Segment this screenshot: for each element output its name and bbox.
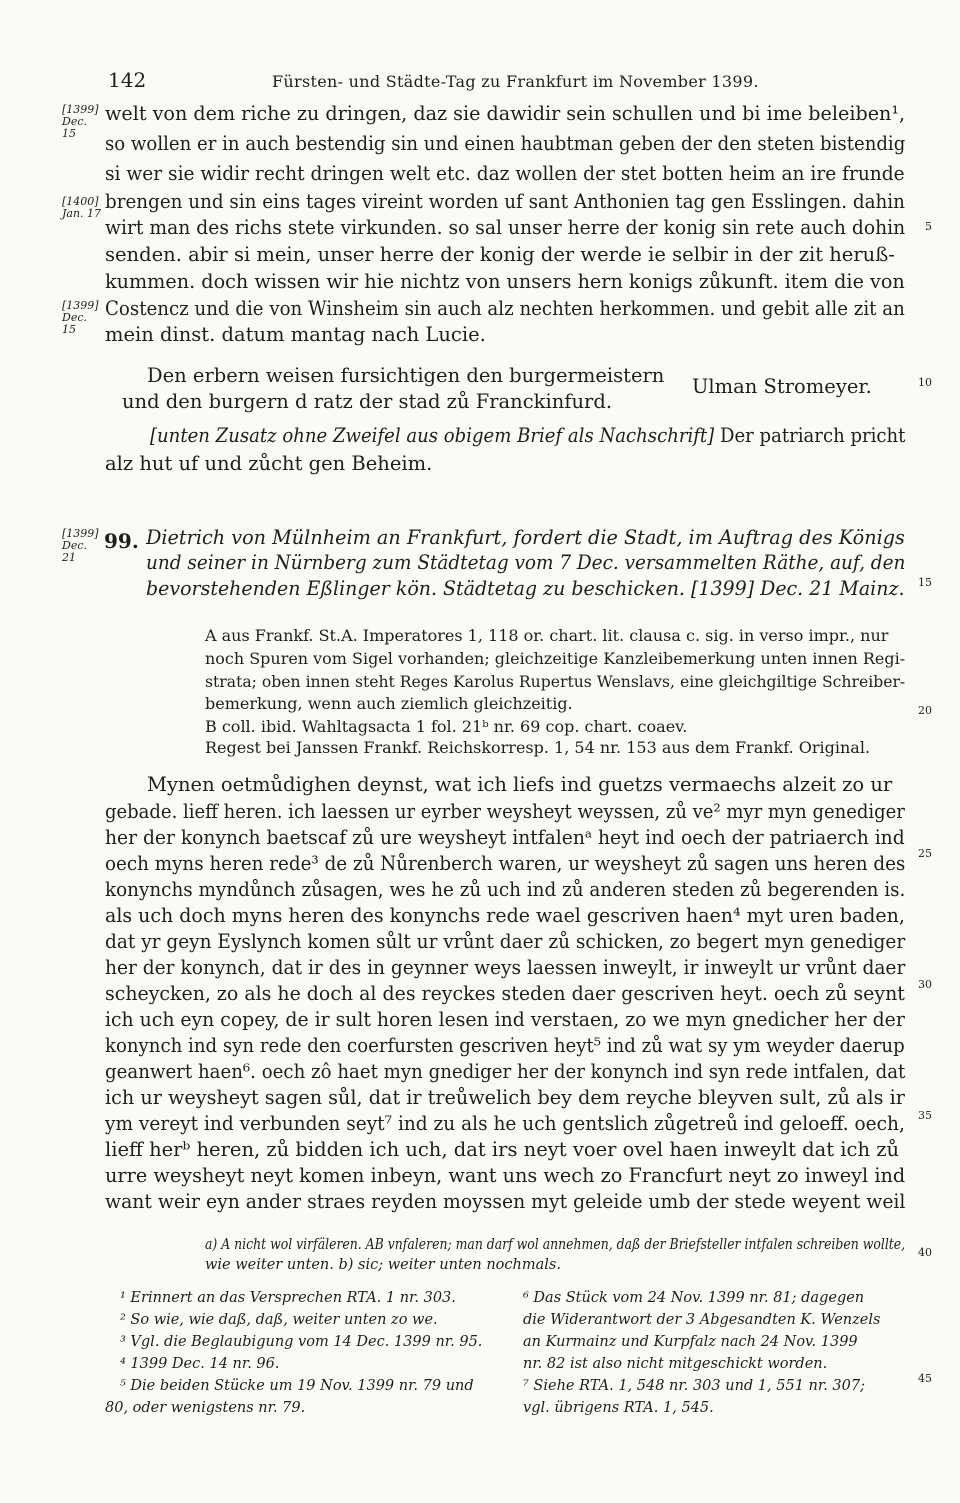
text-line: wirt man des richs stete virkunden. so sal unser herre der konig sin rete auch dohin bbox=[105, 216, 906, 239]
page-number: 142 bbox=[108, 68, 147, 92]
text-line: brengen und sin eins tages vireint worden uf sant Anthonien tag gen Esslingen. dahin bbox=[105, 190, 905, 213]
running-head: Fürsten- und Städte-Tag zu Frankfurt im November 1399. bbox=[272, 72, 759, 91]
document-number: 99. bbox=[104, 529, 139, 553]
variant-note: wie weiter unten. b) sic; weiter unten nochmals. bbox=[205, 1257, 561, 1273]
text-line: oech myns heren rede³ de zů Nůrenberch waren, ur weysheyt zů sagen uns heren des bbox=[105, 852, 906, 875]
source-line: bemerkung, wenn auch ziemlich gleichzeitig. bbox=[205, 694, 573, 713]
footnote: 80, oder wenigstens nr. 79. bbox=[105, 1400, 306, 1416]
source-line: Regest bei Janssen Frankf. Reichskorresp. 1, 54 nr. 153 aus dem Frankf. Original. bbox=[205, 738, 871, 757]
text-line: konynch ind syn rede den coerfursten gescriven heyt⁵ ind zů wat sy ym weyder daerup bbox=[105, 1034, 905, 1057]
text-line: dat yr geyn Eyslynch komen sůlt ur vrůnt daer zů schicken, zo begert myn genediger bbox=[105, 930, 906, 953]
text-line: si wer sie widir recht dringen welt etc. daz wollen der stet botten heim an ire frunde bbox=[105, 162, 905, 185]
text-line: welt von dem riche zu dringen, daz sie dawidir sein schullen und bi ime beleiben¹, bbox=[105, 102, 906, 125]
text-line: Costencz und die von Winsheim sin auch alz nechten herkommen. und gebit alle zit an bbox=[105, 297, 905, 320]
text-line: so wollen er in auch bestendig sin und einen haubtman geben der den steten bistendig bbox=[105, 132, 906, 155]
source-line: B coll. ibid. Wahltagsacta 1 fol. 21ᵇ nr. 69 cop. chart. coaev. bbox=[205, 717, 688, 736]
text-line: Mynen oetmůdighen deynst, wat ich liefs ind guetzs vermaechs alzeit zo ur bbox=[147, 773, 893, 796]
line-number: 45 bbox=[918, 1372, 932, 1385]
text-line: geanwert haen⁶. oech zô haet myn gnediger her der konynch ind syn rede intfalen, dat bbox=[105, 1060, 906, 1083]
line-number: 20 bbox=[918, 704, 932, 717]
line-number: 5 bbox=[925, 220, 932, 233]
footnote: ⁶ Das Stück vom 24 Nov. 1399 nr. 81; dagegen bbox=[523, 1290, 865, 1306]
address-line: und den burgern d ratz der stad zů Franckinfurd. bbox=[122, 390, 613, 413]
source-line: A aus Frankf. St.A. Imperatores 1, 118 or. chart. lit. clausa c. sig. in verso impr., nur bbox=[205, 626, 889, 645]
document-heading: bevorstehenden Eßlinger kön. Städtetag zu beschicken. [1399] Dec. 21 Mainz. bbox=[146, 576, 905, 600]
line-number: 10 bbox=[918, 376, 932, 389]
text-line: her der konynch baetscaf zů ure weysheyt intfalenᵃ heyt ind oech der patriaerch ind bbox=[105, 826, 905, 849]
text-line: ich uch eyn copey, de ir sult horen lesen ind verstaen, zo we myn gnedicher her der bbox=[105, 1008, 905, 1031]
margin-date: [1399] Dec. 15 bbox=[62, 299, 99, 336]
line-number: 15 bbox=[918, 576, 932, 589]
footnote: ⁴ 1399 Dec. 14 nr. 96. bbox=[120, 1356, 280, 1372]
signature: Ulman Stromeyer. bbox=[692, 375, 872, 398]
variant-note: a) A nicht wol virfäleren. AB vnfaleren; man darf wol annehmen, daß der Briefsteller intfalen schreiben wollte, bbox=[205, 1237, 906, 1253]
editorial-note: [unten Zusatz ohne Zweifel aus obigem Brief als Nachschrift] Der patriarch pricht bbox=[150, 424, 906, 447]
footnote: ⁵ Die beiden Stücke um 19 Nov. 1399 nr. 79 und bbox=[120, 1378, 474, 1394]
margin-date: [1399] Dec. 15 bbox=[62, 103, 99, 140]
text-line: gebade. lieff heren. ich laessen ur eyrber weysheyt weyssen, zů ve² myr myn genediger bbox=[105, 800, 905, 823]
text-line: konynchs myndůnch zůsagen, wes he zů uch ind zů anderen steden zů begerenden is. bbox=[105, 878, 906, 901]
text-line: als uch doch myns heren des konynchs rede wael gescriven haen⁴ myt uren baden, bbox=[105, 904, 905, 927]
text-line: alz hut uf und zůcht gen Beheim. bbox=[105, 452, 433, 475]
document-heading: Dietrich von Mülnheim an Frankfurt, fordert die Stadt, im Auftrag des Königs bbox=[146, 525, 905, 549]
source-line: strata; oben innen steht Reges Karolus Rupertus Wenslavs, eine gleichgiltige Schreiber- bbox=[205, 672, 906, 691]
footnote: ⁷ Siehe RTA. 1, 548 nr. 303 und 1, 551 nr. 307; bbox=[523, 1378, 865, 1394]
text-line: urre weysheyt neyt komen inbeyn, want uns wech zo Francfurt neyt zo inweyl ind bbox=[105, 1164, 906, 1187]
text-line: her der konynch, dat ir des in geynner weys laessen inweylt, ir inweylt ur vrůnt daer bbox=[105, 956, 906, 979]
footnote: ¹ Erinnert an das Versprechen RTA. 1 nr. 303. bbox=[120, 1290, 456, 1306]
margin-date: [1399] Dec. 21 bbox=[62, 527, 99, 564]
source-line: noch Spuren vom Sigel vorhanden; gleichzeitige Kanzleibemerkung unten innen Regi- bbox=[205, 649, 906, 668]
line-number: 25 bbox=[918, 847, 932, 860]
text-line: senden. abir si mein, unser herre der konig der werde ie selbir in der zit heruß- bbox=[105, 243, 895, 266]
margin-date: [1400] Jan. 17 bbox=[62, 195, 102, 220]
text-line: ich ur weysheyt sagen sůl, dat ir treůwelich bey dem reyche bleyven sult, zů als ir bbox=[105, 1086, 905, 1109]
address-line: Den erbern weisen fursichtigen den burgermeistern bbox=[147, 364, 665, 387]
document-heading: und seiner in Nürnberg zum Städtetag vom 7 Dec. versammelten Räthe, auf, den bbox=[146, 550, 906, 574]
text-line: mein dinst. datum mantag nach Lucie. bbox=[105, 323, 486, 346]
footnote: die Widerantwort der 3 Abgesandten K. Wenzels bbox=[523, 1312, 881, 1328]
text-line: scheycken, zo als he doch al des reyckes steden daer gescriven heyt. oech zů seynt bbox=[105, 982, 905, 1005]
footnote: ² So wie, wie daß, daß, weiter unten zo we. bbox=[120, 1312, 438, 1328]
footnote: ³ Vgl. die Beglaubigung vom 14 Dec. 1399 nr. 95. bbox=[120, 1334, 483, 1350]
text-line: kummen. doch wissen wir hie nichtz von unsers hern konigs zůkunft. item die von bbox=[105, 270, 905, 293]
line-number: 30 bbox=[918, 978, 932, 991]
text-line: ym vereyt ind verbunden seyt⁷ ind zu als he uch gentslich zůgetreů ind geloeff. oech, bbox=[105, 1112, 905, 1135]
line-number: 35 bbox=[918, 1109, 932, 1122]
footnote: nr. 82 ist also nicht mitgeschickt worden. bbox=[523, 1356, 828, 1372]
line-number: 40 bbox=[918, 1246, 932, 1259]
text-line: want weir eyn ander straes reyden moyssen myt geleide umb der stede weyent weil bbox=[105, 1190, 906, 1213]
footnote: an Kurmainz und Kurpfalz nach 24 Nov. 1399 bbox=[523, 1334, 858, 1350]
footnote: vgl. übrigens RTA. 1, 545. bbox=[523, 1400, 714, 1416]
text-line: lieff herᵇ heren, zů bidden ich uch, dat irs neyt voer ovel haen inweylt dat ich zů bbox=[105, 1138, 900, 1161]
